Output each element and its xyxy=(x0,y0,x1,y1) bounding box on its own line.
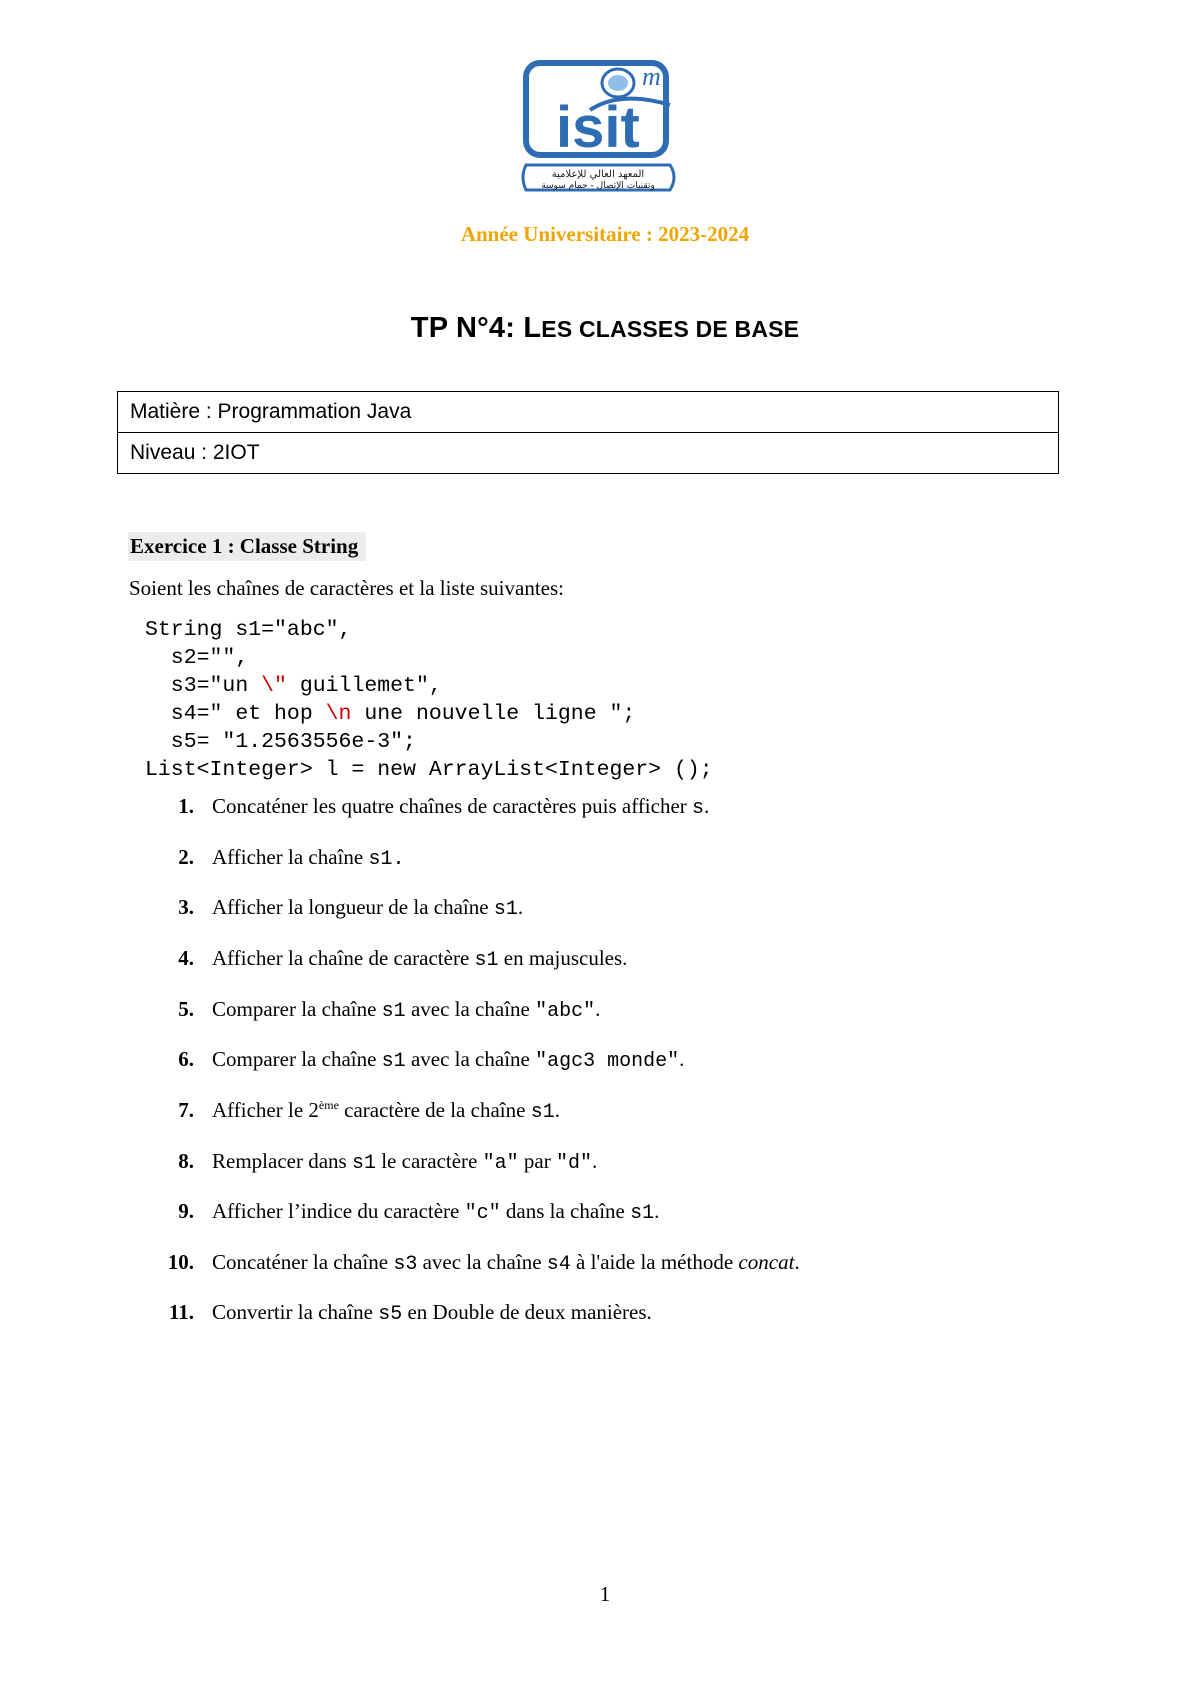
exercise-title: Exercice 1 : Classe String xyxy=(128,532,366,561)
institute-logo xyxy=(520,55,690,205)
code-line: List<Integer> l = new ArrayList<Integer> (); xyxy=(145,758,713,782)
question-number: 5. xyxy=(178,997,194,1021)
code-line: String s1="abc", xyxy=(145,618,352,642)
question-number: 6. xyxy=(178,1047,194,1071)
svg-text:m: m xyxy=(642,62,661,91)
title-prefix: TP N°4: L xyxy=(410,312,542,344)
question-number: 10. xyxy=(167,1250,194,1274)
course-info-table xyxy=(117,391,1059,474)
question-number: 7. xyxy=(178,1098,194,1122)
question-text: Convertir la chaîne s5 en Double de deux manières. xyxy=(212,1300,652,1326)
question-text: Concaténer la chaîne s3 avec la chaîne s4 à l'aide la méthode concat. xyxy=(212,1250,800,1276)
escape-sequence: \n xyxy=(325,702,352,726)
matiere-row: Matière : Programmation Java xyxy=(130,400,412,423)
academic-year: Année Universitaire : 2023-2024 xyxy=(460,222,750,246)
escape-sequence: \" xyxy=(261,674,287,698)
question-text: Remplacer dans s1 le caractère "a" par "d". xyxy=(212,1149,598,1175)
code-line: s3="un xyxy=(145,674,262,698)
question-number: 1. xyxy=(178,794,194,818)
svg-text:المعهد العالي للإعلامية: المعهد العالي للإعلامية xyxy=(551,169,645,180)
question-text: Comparer la chaîne s1 avec la chaîne "agc3 monde". xyxy=(212,1047,685,1073)
question-text: Comparer la chaîne s1 avec la chaîne "abc". xyxy=(212,997,601,1023)
code-line: s5= "1.2563556e-3"; xyxy=(145,730,416,754)
question-number: 8. xyxy=(178,1149,194,1173)
page-title xyxy=(0,312,1200,345)
code-block xyxy=(145,616,713,784)
exercise-intro: Soient les chaînes de caractères et la liste suivantes: xyxy=(129,576,565,600)
question-text: Afficher l’indice du caractère "c" dans la chaîne s1. xyxy=(212,1199,660,1225)
question-number: 3. xyxy=(178,895,194,919)
svg-text:isit: isit xyxy=(556,95,640,160)
page-number: 1 xyxy=(599,1582,611,1606)
code-line: s4=" et hop xyxy=(145,702,326,726)
question-text: Concaténer les quatre chaînes de caractères puis afficher s. xyxy=(212,794,710,820)
question-text: Afficher la longueur de la chaîne s1. xyxy=(212,895,524,921)
svg-text:وتقنيات الإتصال - حمام سوسة: وتقنيات الإتصال - حمام سوسة xyxy=(541,181,655,191)
isitcom-logo-icon xyxy=(520,55,690,205)
question-number: 2. xyxy=(178,845,194,869)
question-number: 4. xyxy=(178,946,194,970)
question-number: 9. xyxy=(178,1199,194,1223)
code-line: une nouvelle ligne "; xyxy=(351,702,636,726)
code-line: s2="", xyxy=(145,646,249,670)
question-number: 11. xyxy=(168,1300,194,1324)
question-text: Afficher la chaîne de caractère s1 en majuscules. xyxy=(212,946,628,972)
question-text: Afficher le 2ème caractère de la chaîne s1. xyxy=(212,1098,560,1124)
title-rest: ES CLASSES DE BASE xyxy=(541,316,800,342)
question-text: Afficher la chaîne s1. xyxy=(212,845,405,871)
niveau-row: Niveau : 2IOT xyxy=(118,432,1058,473)
code-line: guillemet", xyxy=(286,674,442,698)
